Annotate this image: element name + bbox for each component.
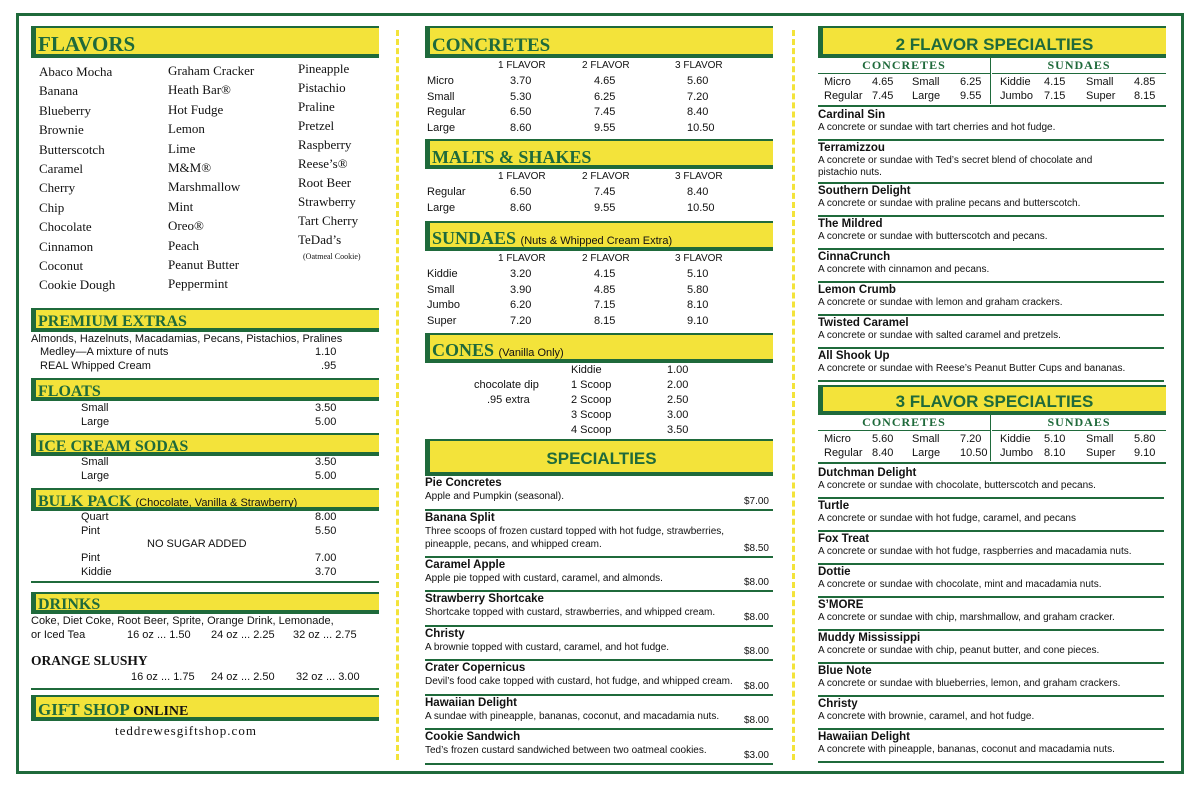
specialty-desc: A sundae with pineapple, bananas, coconut, and macadamia nuts. xyxy=(425,710,720,722)
cone-price: 2.00 xyxy=(667,379,689,391)
flavor-item: Chip xyxy=(39,199,65,215)
specialty-item xyxy=(818,141,1164,184)
table-cell: 7.15 xyxy=(594,299,616,311)
price-cell: 8.10 xyxy=(1044,447,1066,459)
price-cell: Kiddie xyxy=(1000,433,1031,445)
divider xyxy=(792,30,795,760)
concretes-heading: CONCRETES xyxy=(425,26,773,58)
specialty-item xyxy=(818,466,1164,499)
specialty-item xyxy=(818,565,1164,598)
specialty-name: Strawberry Shortcake xyxy=(425,593,544,605)
specialty-desc: Apple and Pumpkin (seasonal). xyxy=(425,491,564,502)
table-cell: 3.20 xyxy=(510,268,532,280)
price-cell: Small xyxy=(1086,433,1114,445)
dip-extra: .95 extra xyxy=(487,394,530,406)
specialty-desc: Three scoops of frozen custard topped with hot fudge, strawberries, xyxy=(425,525,725,537)
flavor-item: Butterscotch xyxy=(39,141,105,157)
table-cell: Regular xyxy=(427,106,466,118)
table-cell: 4.65 xyxy=(594,75,616,87)
float-small-price: 3.50 xyxy=(315,402,337,414)
price-cell: 10.50 xyxy=(960,447,988,459)
specialty-name: Dottie xyxy=(818,566,851,578)
bulk-heading: BULK PACK (Chocolate, Vanilla & Strawberry) xyxy=(31,488,379,511)
table-cell: Jumbo xyxy=(427,299,461,311)
specialty-item xyxy=(425,511,773,558)
price-cell: 5.80 xyxy=(1134,433,1156,445)
flavor-item: Coconut xyxy=(39,258,84,274)
specialty-name: Banana Split xyxy=(425,511,495,524)
cone-size: Kiddie xyxy=(571,364,602,376)
table-cell: 6.25 xyxy=(594,90,616,103)
price-cell: Micro xyxy=(824,76,851,88)
flavor-item: Peach xyxy=(168,237,200,253)
specialty-item xyxy=(425,627,773,662)
sundaes-table xyxy=(425,251,773,331)
cone-price: 3.50 xyxy=(667,424,689,436)
price-cell: Kiddie xyxy=(1000,76,1031,88)
price-cell: Super xyxy=(1086,90,1116,102)
bulk-quart: Quart xyxy=(81,511,109,523)
specialty-name: Hawaiian Delight xyxy=(818,731,911,743)
price-cell: Jumbo xyxy=(1000,447,1034,459)
price-cell: 4.65 xyxy=(872,76,894,88)
specialty-item xyxy=(818,664,1164,697)
specialty-name: Twisted Caramel xyxy=(818,317,909,329)
column-header: 2 FLAVOR xyxy=(582,171,630,182)
specialty-desc: Shortcake topped with custard, strawberries, and whipped cream. xyxy=(425,607,716,618)
table-cell: 8.60 xyxy=(510,201,532,214)
gift-shop-link[interactable]: teddrewesgiftshop.com xyxy=(115,723,257,738)
price-cell: Super xyxy=(1086,447,1116,459)
table-cell: 5.80 xyxy=(687,283,709,296)
specialty-item xyxy=(818,349,1164,382)
drinks-32oz: 32 oz ... 2.75 xyxy=(293,629,357,641)
specialty-desc: A concrete or sundae with chip, peanut butter, and cone pieces. xyxy=(818,645,1100,656)
specialty-name: Lemon Crumb xyxy=(818,284,896,296)
price-cell: 4.15 xyxy=(1044,76,1066,88)
specialty-name: Terramizzou xyxy=(818,142,885,154)
flavor-item: Cookie Dough xyxy=(39,277,116,293)
specialty-item xyxy=(818,283,1164,316)
specialty-desc: A concrete or sundae with blueberries, lemon, and graham crackers. xyxy=(818,678,1121,689)
divider xyxy=(31,581,379,583)
divider xyxy=(990,415,991,461)
specialty-price: $8.00 xyxy=(743,680,769,692)
flavor-item: Pistachio xyxy=(298,80,346,95)
table-cell: Small xyxy=(427,283,455,296)
drinks-24oz: 24 oz ... 2.25 xyxy=(211,629,275,641)
table-cell: 8.60 xyxy=(510,121,532,134)
specialty-desc: A concrete or sundae with chocolate, butterscotch and pecans. xyxy=(818,480,1096,491)
specialty-name: CinnaCrunch xyxy=(818,251,891,263)
cone-size: 1 Scoop xyxy=(571,379,612,391)
middle-column xyxy=(425,26,773,761)
flavor-item: Brownie xyxy=(39,122,84,138)
slushy-24oz: 24 oz ... 2.50 xyxy=(211,671,275,683)
slushy-32oz: 32 oz ... 3.00 xyxy=(296,671,360,683)
sodas-heading: ICE CREAM SODAS xyxy=(31,433,379,456)
slushy-16oz: 16 oz ... 1.75 xyxy=(131,671,195,683)
specialty-item xyxy=(425,696,773,731)
three-flavor-heading: 3 FLAVOR SPECIALTIES xyxy=(818,385,1166,415)
flavor-item: Chocolate xyxy=(39,219,92,235)
sundaes-subhead: SUNDAES xyxy=(992,58,1166,74)
divider xyxy=(31,688,379,690)
specialty-desc: Ted’s frozen custard sandwiched between two oatmeal cookies. xyxy=(425,745,707,756)
specialty-price: $8.00 xyxy=(743,577,769,588)
left-column xyxy=(31,26,379,738)
table-cell: 3.90 xyxy=(510,283,532,296)
flavor-item: Lime xyxy=(168,140,196,156)
premium-nuts: Almonds, Hazelnuts, Macadamias, Pecans, Pistachios, Pralines xyxy=(31,333,343,345)
float-small: Small xyxy=(81,402,109,414)
specialty-desc: A concrete or sundae with tart cherries and hot fudge. xyxy=(818,122,1056,133)
specialty-desc: A concrete or sundae with chip, marshmallow, and graham cracker. xyxy=(818,612,1115,623)
table-cell: 9.55 xyxy=(594,201,616,214)
table-cell: 10.50 xyxy=(687,121,715,134)
specialty-name: Cardinal Sin xyxy=(818,109,886,121)
medley-label: Medley—A mixture of nuts xyxy=(40,346,169,358)
specialty-item xyxy=(818,316,1164,349)
price-cell: Regular xyxy=(824,447,863,459)
specialty-item xyxy=(818,108,1164,141)
divider xyxy=(396,30,399,760)
flavor-item: Peppermint xyxy=(168,276,228,292)
specialty-desc: pistachio nuts. xyxy=(818,167,882,178)
malts-heading: MALTS & SHAKES xyxy=(425,139,773,169)
specialty-item xyxy=(818,499,1164,532)
concretes-subhead: CONCRETES xyxy=(818,58,990,74)
specialties-list xyxy=(425,476,773,761)
specialty-item xyxy=(425,558,773,593)
two-flavor-heading: 2 FLAVOR SPECIALTIES xyxy=(818,26,1166,58)
specialty-desc: A concrete with brownie, caramel, and hot fudge. xyxy=(818,711,1035,722)
flavor-item: Abaco Mocha xyxy=(39,64,113,79)
price-cell: 6.25 xyxy=(960,76,982,88)
specialty-item xyxy=(425,476,773,511)
specialty-desc: A concrete or sundae with Reese’s Peanut Butter Cups and bananas. xyxy=(818,363,1126,374)
specialty-desc: Devil’s food cake topped with custard, hot fudge, and whipped cream. xyxy=(425,676,733,687)
price-cell: 5.10 xyxy=(1044,433,1066,445)
flavor-item: Graham Cracker xyxy=(168,63,255,78)
flavor-item: Reese’s® xyxy=(298,156,348,171)
specialty-name: The Mildred xyxy=(818,218,883,230)
premium-heading: PREMIUM EXTRAS xyxy=(31,308,379,332)
specialty-desc: pineapple, pecans, and whipped cream. xyxy=(425,538,602,550)
table-cell: 4.85 xyxy=(594,283,616,296)
divider xyxy=(818,462,1166,464)
specialty-name: Crater Copernicus xyxy=(425,662,526,674)
table-cell: 5.60 xyxy=(687,75,709,87)
column-header: 1 FLAVOR xyxy=(498,60,546,71)
specialty-desc: A brownie topped with custard, caramel, and hot fudge. xyxy=(425,641,670,653)
specialty-desc: A concrete or sundae with Ted’s secret blend of chocolate and xyxy=(818,155,1093,166)
flavor-item: TeDad’s xyxy=(298,232,342,247)
ns-kiddie-price: 3.70 xyxy=(315,566,337,578)
table-cell: Micro xyxy=(427,75,454,87)
table-cell: 9.55 xyxy=(594,121,616,134)
ns-kiddie: Kiddie xyxy=(81,566,112,578)
table-cell: 9.10 xyxy=(687,314,709,327)
table-cell: 7.45 xyxy=(594,186,616,198)
specialty-price: $8.00 xyxy=(743,646,769,657)
flavor-item: Caramel xyxy=(39,161,84,177)
flavors-col-1 xyxy=(39,62,115,295)
price-cell: 8.15 xyxy=(1134,90,1156,102)
specialty-item xyxy=(425,730,773,765)
cones-heading: CONES (Vanilla Only) xyxy=(425,333,773,363)
drinks-list: Coke, Diet Coke, Root Beer, Sprite, Orange Drink, Lemonade, xyxy=(31,615,334,627)
specialty-item xyxy=(818,217,1164,250)
flavor-item: M&M® xyxy=(168,160,212,176)
specialty-name: Pie Concretes xyxy=(425,477,502,489)
oatmeal-note: (Oatmeal Cookie) xyxy=(303,252,361,261)
soda-large: Large xyxy=(81,470,110,482)
price-cell: 5.60 xyxy=(872,433,894,445)
specialty-name: Caramel Apple xyxy=(425,558,506,571)
specialty-item xyxy=(818,184,1164,217)
sundaes-heading: SUNDAES (Nuts & Whipped Cream Extra) xyxy=(425,221,773,251)
price-cell: 4.85 xyxy=(1134,76,1156,88)
price-cell: 7.15 xyxy=(1044,90,1066,102)
cone-size: 2 Scoop xyxy=(571,394,612,406)
specialty-desc: A concrete with pineapple, bananas, coconut and macadamia nuts. xyxy=(818,744,1115,755)
bulk-pint-price: 5.50 xyxy=(315,525,337,537)
column-header: 1 FLAVOR xyxy=(498,253,546,264)
table-cell: 4.15 xyxy=(594,268,616,280)
specialty-name: Southern Delight xyxy=(818,185,911,197)
table-cell: 7.20 xyxy=(687,90,709,103)
price-cell: 8.40 xyxy=(872,447,894,459)
column-header: 3 FLAVOR xyxy=(675,253,723,264)
specialty-item xyxy=(425,592,773,627)
flavors-heading: FLAVORS xyxy=(31,26,379,58)
flavor-item: Mint xyxy=(168,198,194,214)
flavor-item: Cinnamon xyxy=(39,238,94,254)
flavor-item: Praline xyxy=(298,99,335,114)
two-flavor-prices xyxy=(818,58,1166,106)
specialty-price: $8.00 xyxy=(743,715,769,726)
table-cell: Super xyxy=(427,314,457,327)
table-cell: 7.45 xyxy=(594,106,616,118)
specialty-name: Muddy Mississippi xyxy=(818,632,921,644)
specialty-name: All Shook Up xyxy=(818,350,890,362)
price-cell: 7.20 xyxy=(960,433,982,445)
specialty-price: $8.50 xyxy=(743,542,769,554)
price-cell: Regular xyxy=(824,90,863,102)
ns-pint: Pint xyxy=(81,552,100,564)
table-cell: Large xyxy=(427,201,456,214)
price-cell: Small xyxy=(1086,76,1114,88)
drinks-16oz: 16 oz ... 1.50 xyxy=(127,629,191,641)
flavor-item: Peanut Butter xyxy=(168,257,240,273)
bulk-pint: Pint xyxy=(81,525,100,537)
flavor-item: Root Beer xyxy=(298,175,352,190)
soda-large-price: 5.00 xyxy=(315,470,337,482)
specialty-desc: A concrete or sundae with salted caramel and pretzels. xyxy=(818,330,1061,341)
column-header: 1 FLAVOR xyxy=(498,171,546,182)
table-cell: Kiddie xyxy=(427,268,458,280)
specialty-name: Christy xyxy=(818,698,858,710)
price-cell: Large xyxy=(912,447,941,459)
price-cell: 7.45 xyxy=(872,90,894,102)
specialty-item xyxy=(818,532,1164,565)
divider xyxy=(818,105,1166,107)
table-cell: 8.15 xyxy=(594,314,616,327)
drinks-heading: DRINKS xyxy=(31,592,379,614)
specialty-desc: A concrete or sundae with hot fudge, raspberries and macadamia nuts. xyxy=(818,546,1132,557)
specialty-name: S’MORE xyxy=(818,599,864,611)
specialty-item xyxy=(818,697,1164,730)
whipped-label: REAL Whipped Cream xyxy=(40,360,151,372)
table-cell: 7.20 xyxy=(510,314,532,327)
table-cell: 6.50 xyxy=(510,186,532,198)
table-cell: Small xyxy=(427,90,455,103)
divider xyxy=(990,58,991,104)
specialties-heading: SPECIALTIES xyxy=(425,439,773,476)
whipped-price: .95 xyxy=(321,360,337,372)
table-cell: 6.50 xyxy=(510,106,532,118)
cone-price: 2.50 xyxy=(667,394,689,406)
specialty-name: Blue Note xyxy=(818,665,872,677)
floats-heading: FLOATS xyxy=(31,378,379,401)
three-flavor-prices xyxy=(818,415,1166,463)
chocolate-dip: chocolate dip xyxy=(474,379,539,391)
price-cell: 9.10 xyxy=(1134,447,1156,459)
flavor-item: Pretzel xyxy=(298,118,335,133)
float-large-price: 5.00 xyxy=(315,416,337,428)
column-header: 2 FLAVOR xyxy=(582,60,630,71)
gift-heading: GIFT SHOP ONLINE xyxy=(31,695,379,721)
column-header: 3 FLAVOR xyxy=(675,60,723,71)
concretes-table xyxy=(425,58,773,134)
price-cell: Jumbo xyxy=(1000,90,1034,102)
float-large: Large xyxy=(81,416,110,428)
table-cell: 8.10 xyxy=(687,299,709,311)
flavor-item: Marshmallow xyxy=(168,179,241,195)
cone-size: 3 Scoop xyxy=(571,409,612,421)
table-cell: 8.40 xyxy=(687,186,709,198)
specialty-name: Hawaiian Delight xyxy=(425,696,518,709)
drinks-list-2: or Iced Tea xyxy=(31,629,86,641)
table-cell: 5.30 xyxy=(510,90,532,103)
flavors-col-2 xyxy=(168,61,254,294)
specialty-desc: A concrete or sundae with lemon and graham crackers. xyxy=(818,297,1063,308)
specialty-desc: A concrete or sundae with butterscotch and pecans. xyxy=(818,231,1048,242)
specialty-name: Christy xyxy=(425,627,465,640)
sundaes-subhead: SUNDAES xyxy=(992,415,1166,431)
specialty-name: Turtle xyxy=(818,500,850,512)
flavor-item: Oreo® xyxy=(168,218,204,234)
column-header: 3 FLAVOR xyxy=(675,171,723,182)
flavor-item: Cherry xyxy=(39,180,76,196)
slushy-title: ORANGE SLUSHY xyxy=(31,653,148,668)
specialty-name: Cookie Sandwich xyxy=(425,731,521,743)
cone-price: 1.00 xyxy=(667,364,689,376)
specialty-item xyxy=(425,661,773,696)
cone-price: 3.00 xyxy=(667,409,689,421)
flavor-item: Raspberry xyxy=(298,137,352,152)
table-cell: 5.10 xyxy=(687,268,709,280)
bulk-quart-price: 8.00 xyxy=(315,511,337,523)
flavor-item: Strawberry xyxy=(298,194,356,209)
price-cell: Micro xyxy=(824,433,851,445)
specialty-desc: Apple pie topped with custard, caramel, and almonds. xyxy=(425,572,663,584)
price-cell: 9.55 xyxy=(960,90,982,102)
table-cell: 8.40 xyxy=(687,106,709,118)
flavor-item: Lemon xyxy=(168,121,205,137)
cone-size: 4 Scoop xyxy=(571,424,612,436)
specialty-item xyxy=(818,631,1164,664)
specialty-desc: A concrete or sundae with chocolate, mint and macadamia nuts. xyxy=(818,579,1102,590)
malts-table xyxy=(425,169,773,216)
flavors-col-3 xyxy=(298,59,358,249)
specialty-desc: A concrete or sundae with hot fudge, caramel, and pecans xyxy=(818,513,1076,524)
specialty-item xyxy=(818,250,1164,283)
price-cell: Large xyxy=(912,90,941,102)
specialty-desc: A concrete with cinnamon and pecans. xyxy=(818,264,990,275)
table-cell: 3.70 xyxy=(510,75,532,87)
table-cell: 6.20 xyxy=(510,299,532,311)
price-cell: Small xyxy=(912,76,940,88)
flavor-item: Heath Bar® xyxy=(168,82,231,98)
two-flavor-list xyxy=(818,108,1166,384)
specialty-price: $7.00 xyxy=(743,495,769,507)
flavor-item: Banana xyxy=(39,83,78,99)
soda-small-price: 3.50 xyxy=(315,456,337,468)
specialty-item xyxy=(818,730,1164,763)
price-cell: Small xyxy=(912,433,940,445)
ns-pint-price: 7.00 xyxy=(315,552,337,564)
table-cell: 10.50 xyxy=(687,201,715,214)
table-cell: Large xyxy=(427,121,456,134)
specialty-price: $3.00 xyxy=(743,749,769,761)
no-sugar-label: NO SUGAR ADDED xyxy=(147,538,247,550)
medley-price: 1.10 xyxy=(315,346,337,358)
specialty-item xyxy=(818,598,1164,631)
flavor-item: Tart Cherry xyxy=(298,213,359,228)
table-cell: Regular xyxy=(427,186,466,198)
flavor-item: Blueberry xyxy=(39,102,91,118)
specialty-name: Dutchman Delight xyxy=(818,467,917,479)
specialty-name: Fox Treat xyxy=(818,533,870,545)
concretes-subhead: CONCRETES xyxy=(818,415,990,431)
specialty-price: $8.00 xyxy=(743,611,769,623)
column-header: 2 FLAVOR xyxy=(582,253,630,264)
specialty-desc: A concrete or sundae with praline pecans and butterscotch. xyxy=(818,198,1081,209)
flavor-item: Pineapple xyxy=(298,61,350,76)
cones-table xyxy=(571,363,711,439)
right-column xyxy=(818,26,1166,755)
flavor-item: Hot Fudge xyxy=(168,101,224,117)
three-flavor-list xyxy=(818,466,1166,764)
soda-small: Small xyxy=(81,456,109,468)
